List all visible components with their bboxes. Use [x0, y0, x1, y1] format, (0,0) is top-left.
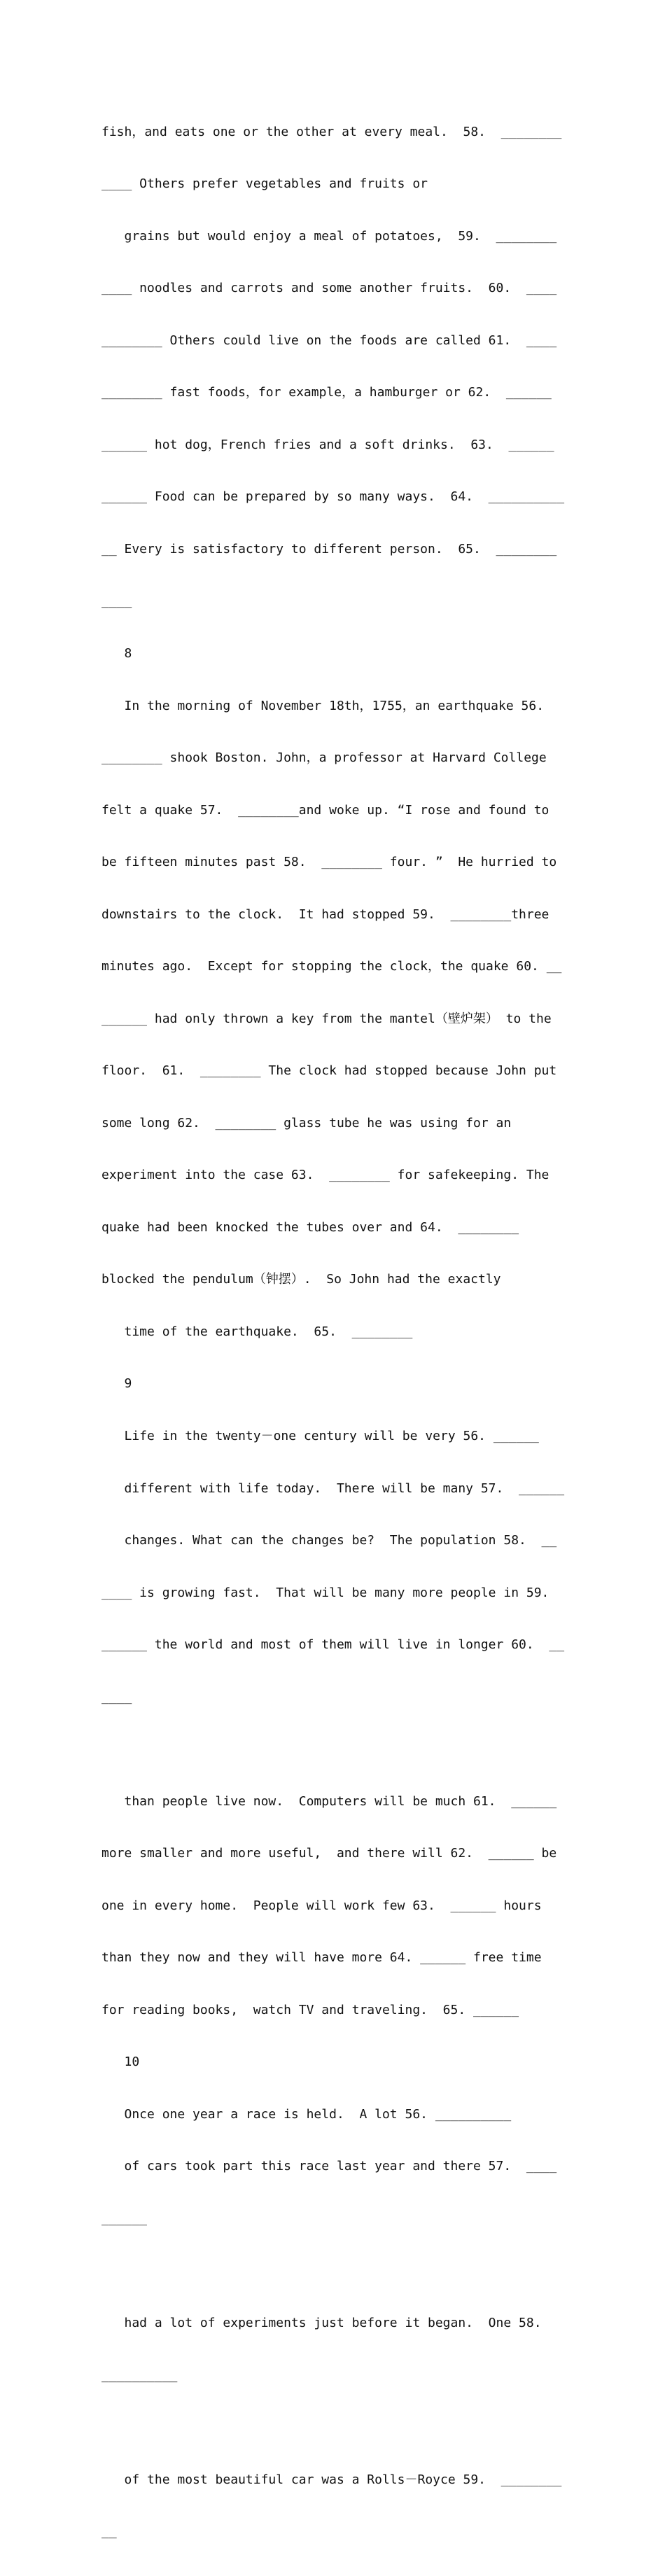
text-line: ____ Others prefer vegetables and fruits or [102, 176, 428, 192]
text-line: of the most beautiful car was a Rolls－Royce 59. ________ [102, 2472, 562, 2487]
text-line: ____ [102, 594, 132, 609]
text-line: had a lot of experiments just before it began. One 58. [102, 2316, 542, 2330]
text-line: grains but would enjoy a meal of potatoes, 59. ________ [102, 228, 557, 244]
text-line: ________ shook Boston. John，a professor at Harvard College [102, 750, 547, 766]
text-line: fish，and eats one or the other at every meal. 58. ________ [102, 124, 562, 139]
text-line: Life in the twenty－one century will be very 56. ______ [102, 1428, 539, 1443]
text-line: for reading books, watch TV and traveling. 65. ______ [102, 2002, 519, 2017]
text-line: ______ [102, 2211, 148, 2226]
text-line: ____ [102, 1689, 132, 1704]
text-line: ________ fast foods，for example，a hamburger or 62. ______ [102, 385, 552, 400]
text-line: minutes ago. Except for stopping the clock，the quake 60. __ [102, 959, 562, 974]
text-line: different with life today. There will be many 57. ______ [102, 1480, 565, 1496]
text-line: be fifteen minutes past 58. ________ four. ” He hurried to [102, 855, 557, 870]
text-line: ______ had only thrown a key from the mantel（壁炉架） to the [102, 1011, 552, 1026]
text-line: of cars took part this race last year and there 57. ____ [102, 2159, 557, 2174]
text-line: ______ Food can be prepared by so many ways. 64. __________ [102, 489, 565, 505]
text-line: than people live now. Computers will be much 61. ______ [102, 1793, 557, 1809]
text-line: In the morning of November 18th，1755，an earthquake 56. [102, 698, 545, 713]
document-text [102, 89, 578, 2576]
text-line: quake had been knocked the tubes over and 64. ________ [102, 1219, 519, 1235]
blank-line [102, 1741, 578, 1758]
section-number: 8 [102, 646, 132, 661]
text-line: __________ [102, 2367, 178, 2383]
text-line: ______ the world and most of them will live in longer 60. __ [102, 1637, 565, 1653]
text-line: some long 62. ________ glass tube he was using for an [102, 1115, 512, 1130]
text-line: felt a quake 57. ________and woke up. “I rose and found to [102, 802, 550, 818]
text-line: blocked the pendulum（钟摆）. So John had the exactly [102, 1272, 501, 1287]
blank-line [102, 2419, 578, 2437]
text-line: ______ hot dog，French fries and a soft drinks. 63. ______ [102, 437, 554, 452]
text-line: ____ noodles and carrots and some another fruits. 60. ____ [102, 281, 557, 296]
section-number: 10 [102, 2054, 140, 2070]
text-line: ________ Others could live on the foods are called 61. ____ [102, 332, 557, 348]
text-line: Once one year a race is held. A lot 56. __________ [102, 2106, 512, 2122]
text-line: floor. 61. ________ The clock had stopped because John put [102, 1063, 557, 1079]
text-line: changes. What can the changes be? The population 58. __ [102, 1533, 557, 1548]
text-line: more smaller and more useful, and there will 62. ______ be [102, 1846, 557, 1861]
blank-line [102, 2262, 578, 2280]
text-line: experiment into the case 63. ________ for safekeeping. The [102, 1168, 550, 1183]
text-line: time of the earthquake. 65. ________ [102, 1324, 413, 1339]
section-number: 9 [102, 1376, 132, 1392]
text-line: __ [102, 2524, 117, 2540]
text-line: than they now and they will have more 64. ______ free time [102, 1950, 542, 1966]
text-line: ____ is growing fast. That will be many more people in 59. [102, 1585, 550, 1600]
text-line: one in every home. People will work few 63. ______ hours [102, 1898, 542, 1913]
text-line: __ Every is satisfactory to different person. 65. ________ [102, 541, 557, 556]
text-line: downstairs to the clock. It had stopped 59. ________three [102, 906, 550, 922]
